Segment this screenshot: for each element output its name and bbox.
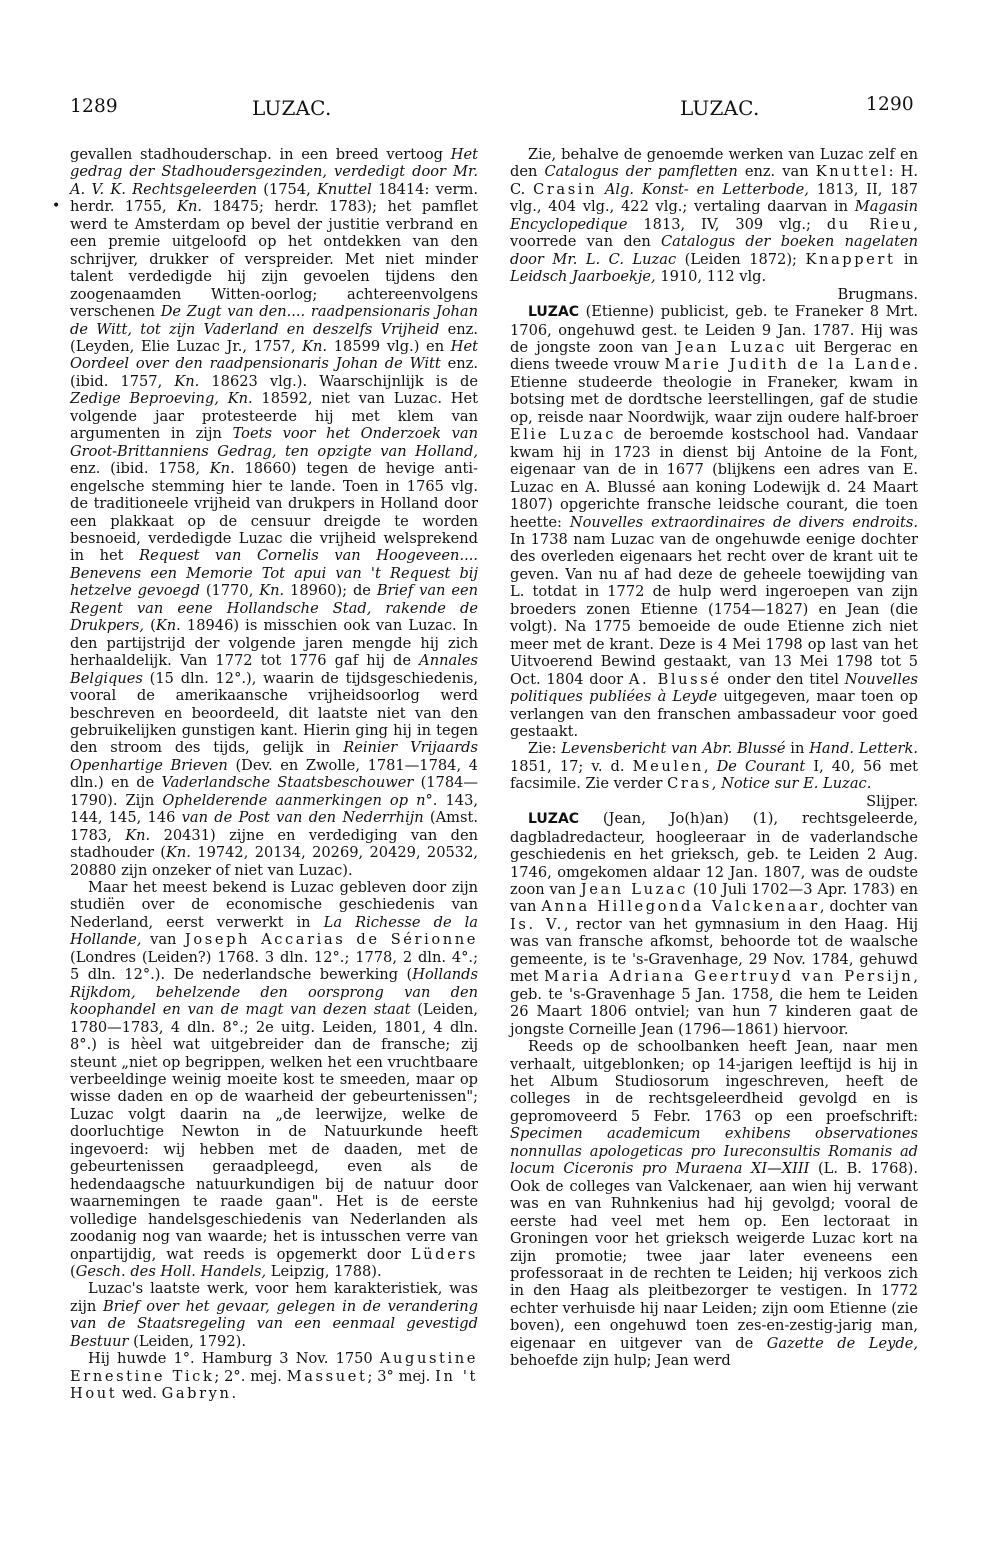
text-run: (Leiden 1872); bbox=[676, 250, 806, 268]
text-run: (1784—1790). Zijn bbox=[70, 774, 479, 809]
text-run: 1813, II, 187 vlg., 404 vlg., 422 vlg.; vertaling daarvan in bbox=[510, 180, 918, 216]
text-run: behoefde zijn hulp; Jean werd bbox=[510, 1352, 731, 1370]
text-run: Zie: bbox=[528, 740, 562, 758]
text-run: (1754, bbox=[257, 180, 318, 198]
spaced-name: Joseph Accarias de Sérionne bbox=[184, 931, 478, 949]
text-run: (L. B. 1768). Ook de colleges van Valckenaer, aan wien hij verwant was en van Ruhnkenius had hij gevolgd; vooral de eerste had veel met hem op. Een lectoraat in Groningen voor het grieksch weigerde Luzac kort na zijn promotie; twee jaar later eveneens een professoraat in de rechten te Leiden; hij verkoos zich in den Haag als pleitbezorger te vestigen. In 1772 echter verhuisde hij naar Leiden; zijn oom Etienne (zie boven), een ongehuwd toen zes-en-zestig-jarig man, eigenaar en uitgever van de bbox=[510, 1160, 918, 1352]
spaced-name: Lüders bbox=[410, 1245, 478, 1263]
text-run bbox=[597, 181, 605, 198]
text-run: ; 2°. mej. bbox=[214, 1367, 287, 1385]
margin-mark: • bbox=[52, 198, 61, 214]
entry-paragraph bbox=[510, 303, 918, 740]
text-run: de beroemde kostschool had. Vandaar kwam hij in 1723 in dienst bij Antoine de la Font, eigenaar van de in 1677 (blijkens een adres van E. Luzac en A. Blussé aan koning Lodewijk d. 24 Maart 1807) opgerichte fransche leidsche courant, die toen heette: bbox=[510, 426, 918, 531]
text-run: (Jean, Jo(h)an) (1), rechtsgeleerde, dagbladredacteur, hoogleeraar in de vaderlandsche geschiedenis en het grieksch, geb. te Leiden 2 Aug. 1746, omgekomen aldaar 12 Jan. 1807, was de oudste zoon van bbox=[510, 810, 918, 899]
text-run: (1770, bbox=[199, 582, 260, 600]
text-run: , geb. te 's-Gravenhage 5 Jan. 1758, die hem te Leiden 26 Maart 1806 ontviel; van hun 7 kinderen gaat de jongste Corneille Jean (1796—1861) hiervoor. bbox=[510, 968, 918, 1038]
italic-run: Knuttel bbox=[317, 180, 372, 198]
text-run: 20431) zijne en verdediging van den stadhouder ( bbox=[70, 826, 478, 862]
paragraph bbox=[510, 146, 918, 286]
italic-run: Leidsch Jaarboekje, bbox=[510, 268, 656, 286]
text-run: In 1738 nam Luzac van de ongehuwde eenige dochter des overleden eigenaars het recht over de krant uit te geven. Van nu af had deze de geheele toewijding van L. totdat in 1772 de hulp werd ingeroepen van zijn broeders zonen Etienne (1754—1827) en Jean (die volgt). Na 1775 bemoeide de oude Etienne zich niet meer met de krant. Deze is 4 Mei 1798 op last van het Uitvoerend Bewind gestaakt, van 13 Mei 1798 tot 5 Oct. 1804 door bbox=[510, 530, 918, 688]
text-run: in bbox=[895, 250, 918, 268]
text-run: (Amst. 1783, bbox=[70, 809, 478, 844]
spaced-name: Gabryn bbox=[161, 1385, 232, 1403]
spaced-name: Jean Luzac bbox=[580, 881, 688, 899]
text-run: 18475; herdr. 1783); het pamflet werd te Amsterdam op bevel der justitie verbrand en een premie uitgeloofd op het ontdekken van den schrijver, drukker of verspreider. Met niet minder talent verdedigde hij zijn gevoelen tijdens den zoogenaamden Witten-oorlog; achtereenvolgens verschenen bbox=[70, 198, 478, 321]
text-run: , dochter van bbox=[819, 898, 918, 916]
text-run: Reeds op de schoolbanken heeft Jean, naar men verhaalt, uitgeblonken; op 14-jarigen leeftijd is hij in het Album Studiosorum ingeschreven, heeft de colleges in de rechtsgeleerdheid gevolgd en is gepromoveerd 5 Febr. 1763 op een proefschrift: bbox=[510, 1038, 918, 1125]
italic-run: Nouvelles politiques publiées à Leyde bbox=[510, 670, 919, 706]
text-run: 1813, IV, 309 vlg.; bbox=[627, 215, 827, 233]
italic-run: Kn. bbox=[125, 826, 151, 844]
text-run: Hij huwde 1°. Hamburg 3 Nov. 1750 bbox=[88, 1350, 380, 1368]
text-run: Maar het meest bekend is Luzac gebleven door zijn studiën over de economische geschiedenis van Nederland, eerst verwerkt in bbox=[70, 879, 478, 931]
text-run: 18623 vlg.). Waarschijnlijk is de bbox=[199, 372, 478, 390]
text-run: 18592, niet van Luzac. Het volgende jaar protesteerde hij met klem van argumenten in zijn bbox=[70, 390, 478, 443]
italic-run: Hollands Rijkdom, behelzende den oorsprong van den koophandel en van de magt van dezen staat bbox=[70, 966, 478, 1019]
text-run: ( bbox=[70, 1263, 76, 1280]
spaced-name: In 't Hout bbox=[70, 1367, 478, 1403]
text-run: uitgegeven, maar toen op verlangen van den franschen ambassadeur voor goed gestaakt. bbox=[510, 688, 918, 740]
spaced-name: Cras bbox=[667, 775, 712, 793]
italic-run: Specimen academicum exhibens observationes nonnullas apologeticas pro Iureconsultis Romanis ad locum Ciceronis pro Muraena XI—XIII bbox=[510, 1125, 918, 1178]
text-run: 1910, 112 vlg. bbox=[655, 268, 767, 286]
text-run: 143, 144, 145, 146 bbox=[70, 791, 478, 827]
spaced-name: Augustine Ernestine Tick bbox=[70, 1350, 478, 1385]
author-signature: Brugmans. bbox=[837, 285, 918, 303]
italic-run: Notice sur E. Luzac. bbox=[721, 775, 872, 793]
left-column bbox=[70, 146, 478, 1403]
text-run: 18660) tegen de hevige anti-engelsche stemming hier te lande. Toen in 1765 vlg. de traditioneele vrijheid van drukpers in Holland door een plakkaat op de censuur dreigde te worden besnoeid, verdedigde Luzac die vrijheid welsprekend in het bbox=[70, 460, 478, 565]
italic-run: Het Oordeel over den raadpensionaris Johan de Witt bbox=[70, 337, 478, 373]
italic-run: Vaderlandsche Staatsbeschouwer bbox=[161, 774, 414, 792]
italic-run: Kn. bbox=[155, 617, 181, 635]
page-number-right: 1290 bbox=[866, 94, 914, 115]
text-run: enz. (Leyden, Elie Luzac Jr., 1757, bbox=[70, 320, 478, 355]
paragraph bbox=[70, 879, 478, 1280]
text-run: ( bbox=[144, 617, 156, 635]
paragraph bbox=[70, 146, 478, 879]
text-run: (Dev. en Zwolle, 1781—1784, 4 dln.) en de bbox=[70, 756, 478, 792]
text-run: Zie, behalve de genoemde werken van Luzac zelf en den bbox=[510, 146, 918, 181]
spaced-name: Marie Judith de la Lande bbox=[664, 356, 914, 374]
italic-run: Levensbericht van Abr. Blussé bbox=[561, 740, 786, 758]
paragraph bbox=[510, 1038, 918, 1370]
italic-run: Gesch. des Holl. Handels, bbox=[75, 1263, 267, 1280]
spaced-name: Anna Hillegonda Valckenaar bbox=[541, 898, 820, 916]
text-run: , bbox=[711, 775, 722, 793]
right-column bbox=[510, 146, 918, 1370]
text-run: van bbox=[141, 931, 185, 949]
text-run: ; 3° mej. bbox=[367, 1367, 436, 1385]
paragraph bbox=[70, 1280, 478, 1350]
author-signature: Slijper. bbox=[866, 792, 918, 810]
italic-run: Brief van een Regent van eene Hollandsche Stad, rakende de Drukpers, bbox=[70, 582, 478, 635]
text-run: wed. bbox=[117, 1385, 162, 1403]
text-run: 18960); de bbox=[284, 582, 377, 600]
italic-run: Kn. bbox=[174, 372, 200, 390]
text-run: 19742, 20134, 20269, 20429, 20532, 20880 zijn onzeker of niet van Luzac). bbox=[70, 844, 478, 879]
text-run: enz. van bbox=[737, 163, 816, 181]
text-run: (Londres (Leiden?) 1768. 3 dln. 12°.; 1778, 2 dln. 4°.; 5 dln. 12°.). De nederlandsche bewerking ( bbox=[70, 948, 478, 984]
italic-run: Het gedrag der Stadhoudersgezinden, verdedigt door Mr. A. V. K. Rechtsgeleerden bbox=[70, 146, 478, 198]
italic-run: Ophelderende aanmerkingen op n°. bbox=[162, 791, 438, 809]
entry-headword: LUZAC bbox=[528, 304, 580, 321]
italic-run: Request van Cornelis van Hoogeveen.... Benevens een Memorie Tot apui van 't Request bij hetzelve gevoegd bbox=[70, 547, 479, 600]
spaced-name: Maria Adriana Geertruyd van Persijn bbox=[544, 968, 914, 986]
text-run: 18414: verm. herdr. 1755, bbox=[70, 180, 478, 216]
spaced-name: Crasin bbox=[533, 180, 598, 198]
italic-run: Brief over het gevaar, gelegen in de verandering van de Staatsregeling van een eenmaal gevestigd Bestuur bbox=[70, 1297, 478, 1350]
entry-paragraph bbox=[510, 810, 918, 1038]
italic-run: Reinier Vrijaards Openhartige Brieven bbox=[70, 739, 478, 774]
text-run: (Etienne) publicist, geb. te Franeker 8 Mrt. 1706, ongehuwd gest. te Leiden 9 Jan. 1787. Hij was de jongste zoon van bbox=[510, 303, 918, 356]
text-run: uit Bergerac en diens tweede vrouw bbox=[510, 338, 918, 374]
italic-run: Toets voor het Onderzoek van Groot-Brittanniens Gedrag, ten opzigte van Holland, bbox=[70, 425, 478, 460]
spaced-name: Massuet bbox=[286, 1367, 368, 1385]
text-run: Luzac's laatste werk, voor hem karakteristiek, was zijn bbox=[70, 1280, 478, 1315]
page-header bbox=[0, 96, 1000, 126]
entry-body bbox=[510, 810, 918, 1037]
spaced-name: du Rieu bbox=[826, 215, 914, 233]
paragraph bbox=[70, 1350, 478, 1402]
spaced-name: Is. V. bbox=[510, 915, 564, 933]
italic-run: Kn. bbox=[259, 582, 285, 600]
italic-run: Hand. Letterk. bbox=[809, 740, 918, 758]
text-run: in bbox=[785, 740, 810, 758]
text-run: : H. C. bbox=[510, 163, 919, 198]
entry-body bbox=[510, 303, 918, 740]
text-run: gevallen stadhouderschap. in een breed vertoog bbox=[70, 146, 451, 163]
text-run: (Leiden, 1792). bbox=[128, 1332, 246, 1350]
italic-run: De Zugt van den.... raadpensionaris Johan de Witt, tot zijn Vaderland en deszelfs Vrijheid bbox=[70, 303, 478, 338]
text-run: 18946) is misschien ook van Luzac. In den partijstrijd der volgende jaren mengde hij zich herhaaldelijk. Van 1772 tot 1776 gaf hij de bbox=[70, 617, 478, 670]
italic-run: Nouvelles extraordinaires de divers endroits. bbox=[569, 513, 918, 531]
italic-run: De Courant bbox=[716, 757, 806, 775]
text-run: , bbox=[703, 757, 717, 775]
page-number-left: 1289 bbox=[70, 96, 118, 117]
italic-run: Kn. bbox=[302, 337, 328, 355]
text-run: enz. (ibid. 1757, bbox=[70, 355, 478, 390]
italic-run: Catalogus der boeken nagelaten door Mr. L. C. Luzac bbox=[510, 233, 918, 268]
italic-run: Catalogus der pamfletten bbox=[544, 163, 738, 181]
spaced-name: Knappert bbox=[805, 250, 896, 268]
text-run: Leipzig, 1788). bbox=[266, 1263, 382, 1280]
text-run: . Etienne studeerde theologie in Franeker, kwam in botsing met de dordtsche leerstellingen, gaf de studie op, reisde naar Noordwijk, waar zijn oudere half-broer bbox=[510, 356, 918, 426]
text-run: . bbox=[231, 1385, 237, 1403]
spaced-name: Elie Luzac bbox=[510, 426, 616, 444]
italic-run: Magasin Encyclopedique bbox=[510, 198, 918, 233]
italic-run: Annales Belgiques bbox=[70, 652, 478, 687]
entry-headword: LUZAC bbox=[528, 811, 580, 828]
running-head-left: LUZAC. bbox=[252, 96, 332, 120]
italic-run: Kn. bbox=[165, 844, 191, 862]
text-run: onder den titel bbox=[721, 670, 845, 688]
spaced-name: Knuttel bbox=[815, 163, 889, 181]
spaced-name: A. Blussé bbox=[628, 670, 722, 688]
italic-run: Gazette de Leyde, bbox=[766, 1334, 918, 1352]
italic-run: Zedige Beproeving, Kn. bbox=[70, 390, 253, 408]
spaced-name: Meulen bbox=[632, 757, 704, 775]
text-run: 18599 vlg.) en bbox=[327, 337, 451, 355]
spaced-name: Jean Luzac bbox=[676, 338, 787, 356]
text-run: I, 40, 56 met facsimile. Zie verder bbox=[510, 757, 918, 793]
paragraph bbox=[510, 740, 918, 792]
text-run: enz. (ibid. 1758, bbox=[70, 460, 210, 478]
italic-run: Kn. bbox=[209, 460, 235, 478]
text-run: , rector van het gymnasium in den Haag. Hij was van fransche afkomst, behoorde tot de waalsche gemeente, is te 's-Gravenhage, 29 Nov. 1784, gehuwd met bbox=[510, 915, 918, 986]
italic-run: Alg. Konst- en Letterbode, bbox=[604, 180, 809, 198]
running-head-right: LUZAC. bbox=[680, 96, 760, 120]
italic-run: van de Post van den Nederrhijn bbox=[181, 809, 424, 827]
italic-run: La Richesse de la Hollande, bbox=[70, 913, 478, 949]
italic-run: Kn. bbox=[177, 198, 203, 216]
text-run: (15 dln. 12°.), waarin de tijdsgeschiedenis, vooral de amerikaansche vrijheidsoorlog werd beschreven en beoordeeld, dit laatste niet van den gebruikelijken gunstigen kant. Hierin ging hij in tegen den stroom des tijds, gelijk in bbox=[70, 669, 478, 757]
text-run: 1851, 17; v. d. bbox=[510, 757, 633, 775]
text-run: , voorrede van den bbox=[510, 215, 919, 251]
text-run: (10 Juli 1702—3 Apr. 1783) en van bbox=[510, 881, 918, 916]
text-run: (Leiden, 1780—1783, 4 dln. 8°.; 2e uitg. Leiden, 1801, 4 dln. 8°.) is hèel wat uitgebreider dan de fransche; zij steunt „niet op begrippen, welken het een vruchtbaare verbeeldinge weinig moeite kost te smeeden, maar op wisse daden en op de waarheid der gebeurtenissen"; Luzac volgt daarin na „de leerwijze, welke de doorluchtige Newton in de Natuurkunde heeft ingevoerd: wij hebben met de daaden, met de gebeurtenissen geraadpleegd, even als de hedendaagsche natuurkundigen bij de natuur door waarnemingen te raade gaan". Het is de eerste volledige handelsgeschiedenis van Nederlanden als zoodanig nog van waarde; het is intusschen verre van onpartijdig, wat reeds is opgemerkt door bbox=[70, 1001, 478, 1263]
